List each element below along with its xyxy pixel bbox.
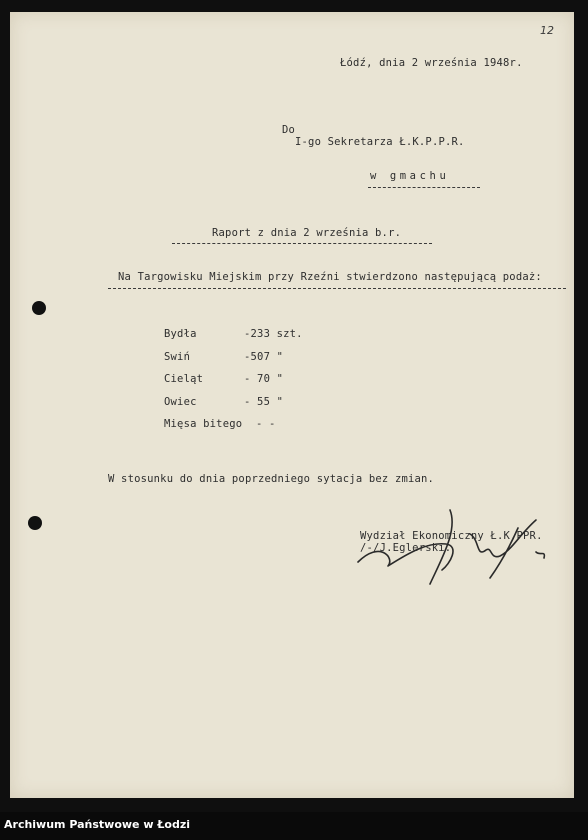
addressee-location: w gmachu bbox=[370, 170, 450, 182]
supply-item-label: Owiec bbox=[164, 396, 197, 408]
report-title: Raport z dnia 2 września b.r. bbox=[212, 227, 402, 239]
document-page bbox=[10, 12, 574, 798]
supply-item-value: -233 szt. bbox=[244, 328, 303, 340]
punch-hole-bottom bbox=[28, 516, 42, 530]
supply-item-label: Bydła bbox=[164, 328, 197, 340]
supply-item-value: - 55 " bbox=[244, 396, 284, 408]
supply-item-value: - - bbox=[256, 418, 276, 430]
addressee-to: Do bbox=[282, 124, 296, 136]
archive-page-number: 12 bbox=[540, 24, 554, 37]
archive-name: Archiwum Państwowe w Łodzi bbox=[4, 818, 191, 831]
punch-hole-top bbox=[32, 301, 46, 315]
supply-item-label: Cieląt bbox=[164, 373, 204, 385]
archive-footer bbox=[0, 812, 588, 840]
conclusion-text: W stosunku do dnia poprzedniego sytacja bez zmian. bbox=[108, 473, 435, 485]
location-underline bbox=[368, 187, 480, 188]
signature-name: /-/J.Eglerski. bbox=[360, 542, 452, 554]
supply-item-value: - 70 " bbox=[244, 373, 284, 385]
report-title-underline bbox=[172, 243, 432, 244]
intro-text: Na Targowisku Miejskim przy Rzeźni stwierdzono następującą podaż: bbox=[118, 271, 542, 283]
addressee-recipient: I-go Sekretarza Ł.K.P.P.R. bbox=[295, 136, 465, 148]
supply-item-label: Swiń bbox=[164, 351, 191, 363]
signature-department: Wydział Ekonomiczny Ł.K.PPR. bbox=[360, 530, 543, 542]
supply-item-label: Mięsa bitego bbox=[164, 418, 243, 430]
supply-item-value: -507 " bbox=[244, 351, 284, 363]
intro-underline bbox=[108, 288, 566, 289]
place-date: Łódź, dnia 2 września 1948r. bbox=[340, 57, 523, 69]
handwritten-signature bbox=[350, 500, 560, 590]
